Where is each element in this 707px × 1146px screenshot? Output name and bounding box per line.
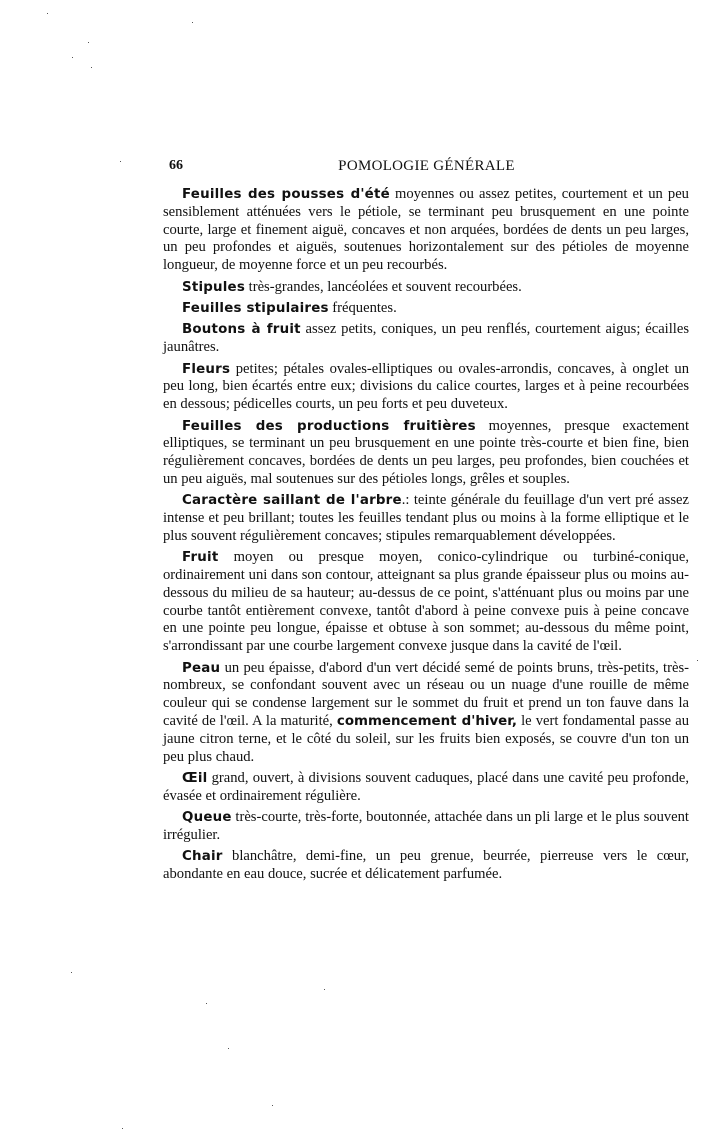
scan-speck — [72, 57, 73, 58]
scan-speck — [228, 1048, 229, 1049]
term-heading: Queue — [182, 810, 232, 826]
paragraph-feuilles-productions — [163, 418, 689, 489]
term-heading: Feuilles stipulaires — [182, 300, 329, 316]
paragraph-fleurs — [163, 361, 689, 414]
paragraph-text: .: teinte générale du feuillage d'un vert pré assez intense et peu brillant; toutes les feuilles tendant plus ou moins à la forme elliptique et le plus souvent régulièrement concaves; stipules remarquablement développées. — [163, 492, 689, 544]
paragraph-text: grand, ouvert, à divisions souvent caduques, placé dans une cavité peu profonde, évasée et ordinairement régulière. — [163, 770, 689, 804]
page-header — [163, 156, 690, 176]
term-heading: Fruit — [182, 550, 219, 566]
paragraph-peau — [163, 660, 689, 767]
paragraph-feuilles-stipulaires — [163, 300, 689, 318]
scan-speck — [47, 13, 48, 14]
paragraph-text: un peu épaisse, d'abord d'un vert décidé semé de points bruns, très-petits, très-nombreux, se confondant souvent avec un réseau ou un nuage d'une rouille de même couleur qui se condense largement sur le sommet du fruit et prend un ton fauve dans la cavité de l'œil. A la maturité, — [163, 659, 689, 730]
term-heading: Boutons à fruit — [182, 322, 301, 338]
scan-speck — [120, 161, 121, 162]
paragraph-text: moyennes, presque exactement elliptiques, se terminant un peu brusquement en une pointe très-courte et bien fine, bien régulièrement concaves, bordées de dents un peu larges, peu profondes, bien couchées et un peu aiguës, mal soutenues sur des pétioles longs, grêles et souples. — [163, 417, 689, 487]
term-heading: Fleurs — [182, 361, 231, 377]
paragraph-text: assez petits, coniques, un peu renflés, courtement aigus; écailles jaunâtres. — [163, 321, 689, 356]
paragraph-queue — [163, 809, 689, 845]
term-heading: Feuilles des productions fruitières — [182, 418, 476, 434]
term-heading: Stipules — [182, 279, 245, 295]
term-heading: Œil — [182, 771, 208, 787]
scan-speck — [272, 1105, 273, 1106]
paragraph-text: moyen ou presque moyen, conico-cylindrique ou turbiné-conique, ordinairement uni dans son contour, atteignant sa plus grande épaisseur plus ou moins au-dessous du milieu de sa hauteur; au-dessus de ce point, s'atténuant plus ou moins par une courbe tantôt entièrement convexe, tantôt d'abord à peine convexe puis à peine concave en une pointe peu longue, épaisse et obtuse à son sommet; au-dessous du même point, s'arrondissant par une courbe largement convexe jusque dans la cavité de l'œil. — [163, 549, 689, 655]
scan-speck — [88, 42, 89, 43]
paragraph-text: très-courte, très-forte, boutonnée, attachée dans un pli large et le plus souvent irrégulier. — [163, 809, 689, 844]
paragraph-oeil — [163, 770, 689, 806]
page-number: 66 — [169, 158, 183, 173]
paragraph-chair — [163, 848, 689, 884]
scan-speck — [91, 67, 92, 68]
scan-speck — [697, 660, 698, 661]
term-heading: Chair — [182, 849, 223, 865]
paragraph-caractere — [163, 492, 689, 545]
running-title: POMOLOGIE GÉNÉRALE — [338, 158, 515, 174]
paragraph-feuilles-pousses — [163, 186, 689, 275]
term-heading: Peau — [182, 660, 221, 676]
inline-term-maturity: commencement d'hiver, — [336, 714, 517, 730]
scan-speck — [324, 989, 325, 990]
term-heading: Feuilles des pousses d'été — [182, 187, 390, 202]
scan-speck — [71, 972, 72, 973]
scan-speck — [122, 1128, 123, 1129]
paragraph-text: petites; pétales ovales-elliptiques ou ovales-arrondis, concaves, à onglet un peu long, bien écartés entre eux; divisions du calice courtes, larges et à peine recourbées en dessous; pédicelles courts, un peu forts et peu duveteux. — [163, 360, 689, 413]
paragraph-text-after: le vert fondamental passe au jaune citron terne, et le côté du soleil, sur les fruits bien exposés, se couvre d'un ton un peu plus chaud. — [163, 713, 689, 765]
paragraph-stipules — [163, 279, 689, 297]
paragraph-text: moyennes ou assez petites, courtement et un peu sensiblement atténuées vers le pétiole, se terminant peu brusquement en une pointe courte, large et finement aiguë, concaves et non arquées, bordées de dents un peu larges, un peu profondes et aiguës, soutenues horizontalement sur des pétioles de moyenne longueur, de moyenne force et un peu recourbés. — [163, 186, 689, 274]
scan-speck — [192, 22, 193, 23]
scan-speck — [206, 1003, 207, 1004]
term-heading: Caractère saillant de l'arbre — [182, 493, 402, 509]
paragraph-text: très-grandes, lancéolées et souvent recourbées. — [245, 278, 522, 295]
paragraph-text: fréquentes. — [328, 299, 397, 316]
paragraph-fruit — [163, 549, 689, 656]
paragraph-text: blanchâtre, demi-fine, un peu grenue, beurrée, pierreuse vers le cœur, abondante en eau douce, sucrée et délicatement parfumée. — [163, 848, 689, 883]
body-text — [163, 186, 689, 888]
paragraph-boutons — [163, 321, 689, 357]
